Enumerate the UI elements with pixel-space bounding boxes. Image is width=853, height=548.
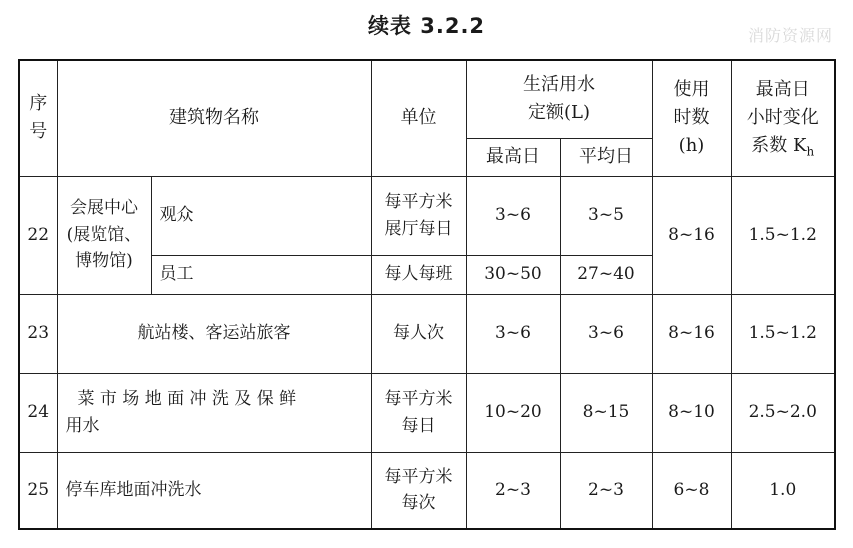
row-22-visitors-max: 3~6 — [466, 176, 560, 255]
row-22-staff-max: 30~50 — [466, 255, 560, 294]
water-quota-table — [18, 59, 836, 530]
row-25-avg: 2~3 — [560, 452, 652, 529]
row-23-name: 航站楼、客运站旅客 — [57, 294, 371, 373]
row-23-avg: 3~6 — [560, 294, 652, 373]
header-water-quota: 生活用水 定额(L) — [466, 60, 652, 138]
row-22-group-name: 会展中心 (展览馆、 博物馆) — [57, 176, 151, 294]
row-25-name: 停车库地面冲洗水 — [57, 452, 371, 529]
row-25-seq: 25 — [19, 452, 57, 529]
row-24-unit: 每平方米 每日 — [371, 373, 466, 452]
header-building-name: 建筑物名称 — [57, 60, 371, 176]
row-22-seq: 22 — [19, 176, 57, 294]
header-peak-coefficient: 最高日 小时变化 系数 $K_h$ — [731, 60, 835, 176]
header-quota-max-day: 最高日 — [466, 138, 560, 176]
row-22-coefficient: 1.5~1.2 — [731, 176, 835, 294]
row-22-visitors-avg: 3~5 — [560, 176, 652, 255]
row-25-unit: 每平方米 每次 — [371, 452, 466, 529]
watermark-logo: 消防资源网 — [747, 26, 833, 45]
row-24-coefficient: 2.5~2.0 — [731, 373, 835, 452]
header-seq: 序 号 — [19, 60, 57, 176]
row-24-hours: 8~10 — [652, 373, 731, 452]
row-23-unit: 每人次 — [371, 294, 466, 373]
header-unit: 单位 — [371, 60, 466, 176]
header-quota-avg-day: 平均日 — [560, 138, 652, 176]
row-22-hours: 8~16 — [652, 176, 731, 294]
row-22-staff-avg: 27~40 — [560, 255, 652, 294]
row-22-staff-unit: 每人每班 — [371, 255, 466, 294]
row-24-name: 菜 市 场 地 面 冲 洗 及 保 鲜 用水 — [57, 373, 371, 452]
row-24-avg: 8~15 — [560, 373, 652, 452]
row-25-hours: 6~8 — [652, 452, 731, 529]
row-22-staff: 员工 — [151, 255, 371, 294]
row-23-max: 3~6 — [466, 294, 560, 373]
row-23-coefficient: 1.5~1.2 — [731, 294, 835, 373]
row-25-coefficient: 1.0 — [731, 452, 835, 529]
row-22-visitors: 观众 — [151, 176, 371, 255]
header-usage-hours: 使用 时数 (h) — [652, 60, 731, 176]
row-24-max: 10~20 — [466, 373, 560, 452]
table-caption: 续表 3.2.2 — [367, 14, 486, 38]
row-24-seq: 24 — [19, 373, 57, 452]
row-23-hours: 8~16 — [652, 294, 731, 373]
row-25-max: 2~3 — [466, 452, 560, 529]
row-22-visitors-unit: 每平方米 展厅每日 — [371, 176, 466, 255]
row-23-seq: 23 — [19, 294, 57, 373]
